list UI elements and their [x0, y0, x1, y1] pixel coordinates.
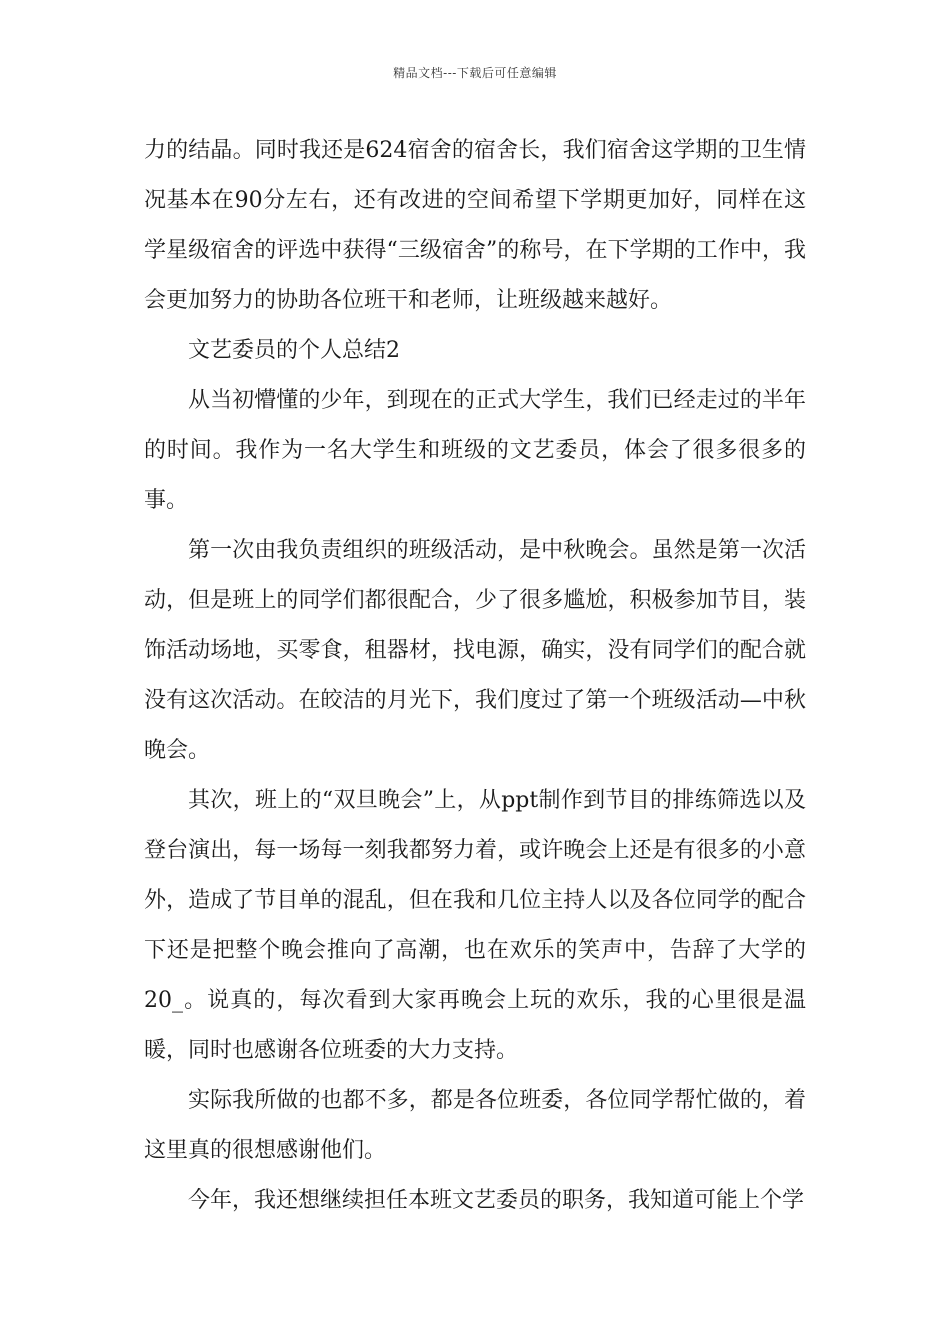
paragraph: 从当初懵懂的少年，到现在的正式大学生，我们已经走过的半年的时间。我作为一名大学生和班级的文艺委员，体会了很多很多的事。	[144, 388, 806, 513]
document-body	[144, 126, 806, 1226]
paragraph: 其次，班上的“双旦晚会”上，从ppt制作到节目的排练筛选以及登台演出，每一场每一刻我都努力着，或许晚会上还是有很多的小意外，造成了节目单的混乱，但在我和几位主持人以及各位同学的配合下还是把整个晚会推向了高潮，也在欢乐的笑声中，告辞了大学的20_。说真的，每次看到大家再晚会上玩的欢乐，我的心里很是温暖，同时也感谢各位班委的大力支持。	[144, 788, 806, 1063]
paragraph: 今年，我还想继续担任本班文艺委员的职务，我知道可能上个学	[188, 1188, 805, 1213]
section-heading: 文艺委员的个人总结2	[188, 338, 400, 363]
paragraph: 实际我所做的也都不多，都是各位班委，各位同学帮忙做的，着这里真的很想感谢他们。	[144, 1088, 806, 1163]
paragraph: 第一次由我负责组织的班级活动，是中秋晚会。虽然是第一次活动，但是班上的同学们都很配合，少了很多尴尬，积极参加节目，装饰活动场地，买零食，租器材，找电源，确实，没有同学们的配合就没有这次活动。在皎洁的月光下，我们度过了第一个班级活动—中秋晚会。	[144, 538, 806, 763]
page-header: 精品文档---下载后可任意编辑	[393, 66, 557, 80]
paragraph-continued: 力的结晶。同时我还是624宿舍的宿舍长，我们宿舍这学期的卫生情况基本在90分左右，还有改进的空间希望下学期更加好，同样在这学星级宿舍的评选中获得“三级宿舍”的称号，在下学期的工作中，我会更加努力的协助各位班干和老师，让班级越来越好。	[144, 138, 806, 313]
